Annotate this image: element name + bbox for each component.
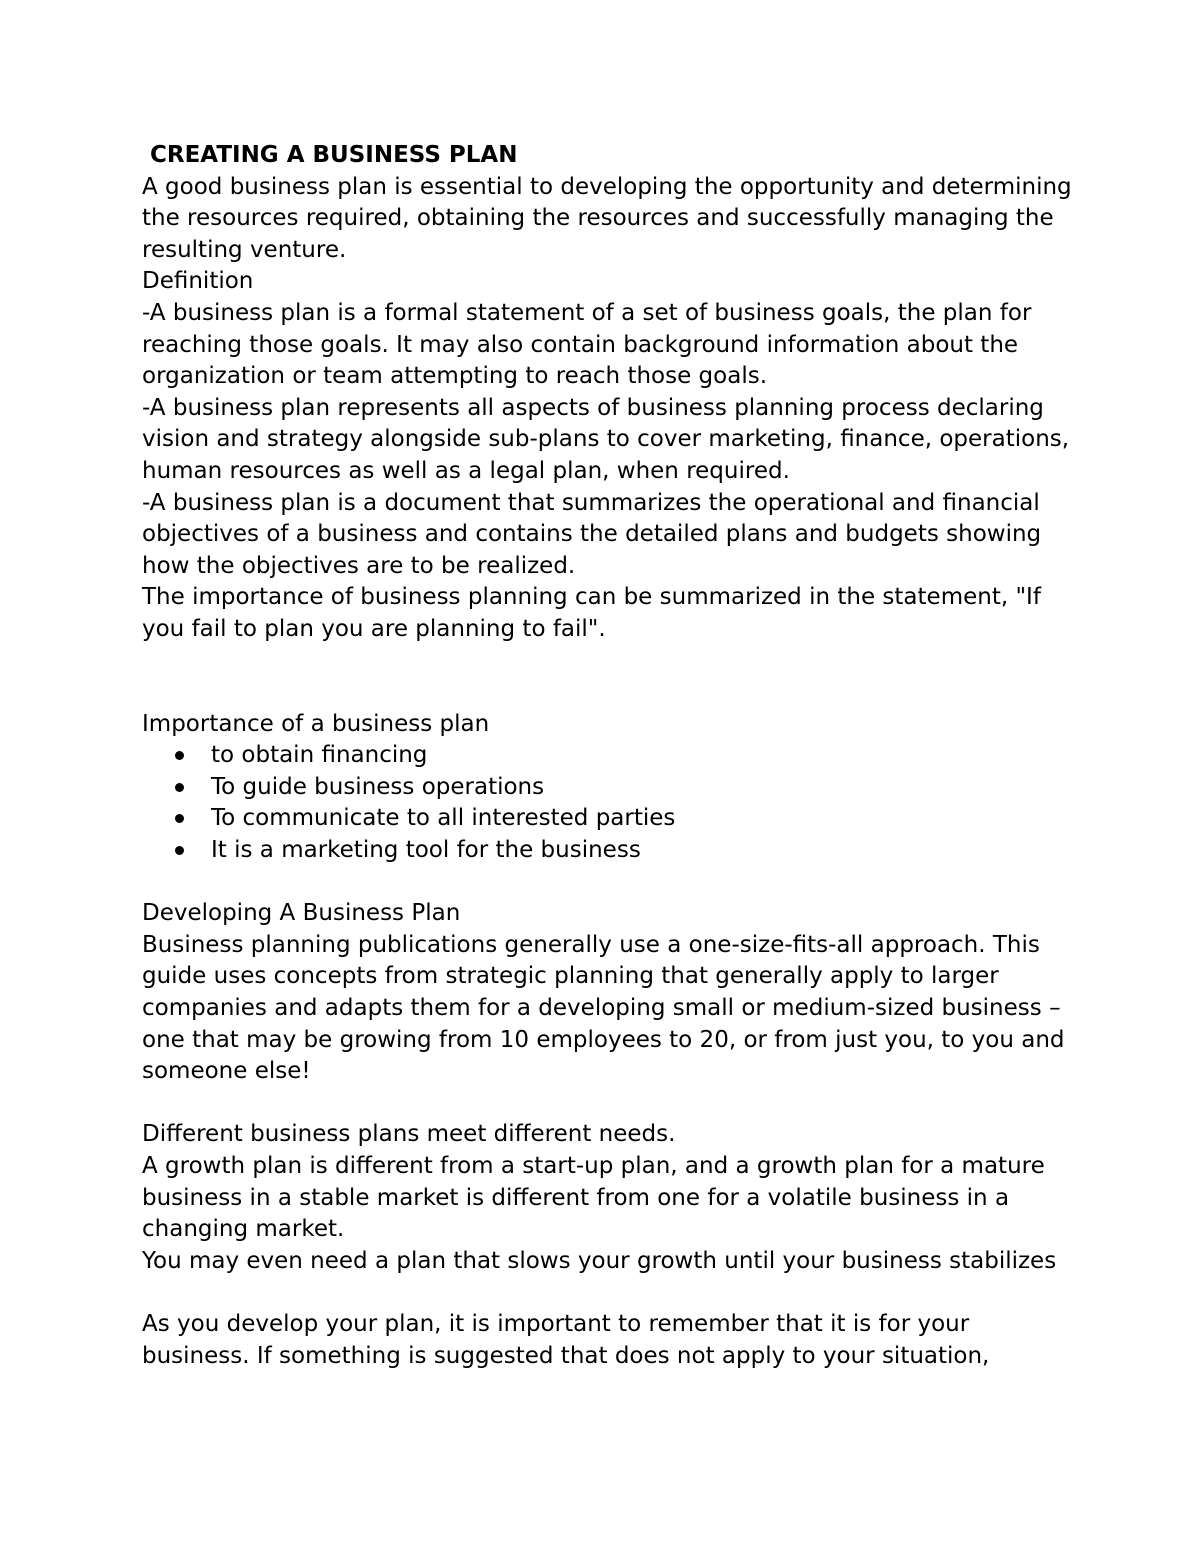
bullet-icon (175, 846, 184, 855)
list-item (142, 835, 1082, 867)
bullet-icon (175, 814, 184, 823)
blank-space (142, 646, 1082, 709)
document-page (142, 140, 1082, 1372)
developing-heading: Developing A Business Plan (142, 900, 461, 927)
closing-paragraph: As you develop your plan, it is important to remember that it is for your business. If something is suggested that does not apply to your situation, (142, 1310, 990, 1369)
growth-paragraph: A growth plan is different from a start-up plan, and a growth plan for a mature business in a stable market is different from one for a volatile business in a changing market. (142, 1153, 1045, 1243)
list-item-text: to obtain financing (211, 742, 428, 769)
document-title: CREATING A BUSINESS PLAN (150, 142, 518, 168)
blank-space (142, 1088, 1082, 1120)
importance-list (142, 740, 1082, 866)
blank-space (142, 1277, 1082, 1309)
definition-paragraph: -A business plan is a document that summarizes the operational and financial objectives of a business and contains the detailed plans and budgets showing how the objectives are to be realized. (142, 489, 1042, 579)
definition-heading: Definition (142, 268, 254, 295)
bullet-icon (175, 751, 184, 760)
blank-space (142, 867, 1082, 899)
definition-paragraph: -A business plan represents all aspects of business planning process declaring vision and strategy alongside sub-plans to cover marketing, finance, operations, human resources as well as a legal plan, when required. (142, 394, 1070, 484)
list-item-text: To guide business operations (211, 773, 545, 800)
list-item-text: It is a marketing tool for the business (211, 837, 641, 864)
list-item (142, 772, 1082, 804)
importance-heading: Importance of a business plan (142, 710, 490, 737)
definition-paragraph: -A business plan is a formal statement of a set of business goals, the plan for reaching those goals. It may also contain background information about the organization or team attempting to reach those goals. (142, 299, 1032, 390)
list-item-text: To communicate to all interested parties (211, 805, 676, 832)
importance-statement: The importance of business planning can be summarized in the statement, "If you fail to plan you are planning to fail". (142, 584, 1041, 642)
slow-growth-paragraph: You may even need a plan that slows your growth until your business stabilizes (142, 1247, 1057, 1274)
different-plans-heading: Different business plans meet different needs. (142, 1121, 676, 1148)
developing-paragraph: Business planning publications generally use a one-size-fits-all approach. This guide uses concepts from strategic planning that generally apply to larger companies and adapts them for a developing small or medium-sized business – one that may be growing from 10 employees to 20, or from just you, to you and someone else! (142, 931, 1065, 1085)
bullet-icon (175, 783, 184, 792)
list-item (142, 803, 1082, 835)
list-item (142, 740, 1082, 772)
intro-paragraph: A good business plan is essential to developing the opportunity and determining the resources required, obtaining the resources and successfully managing the resulting venture. (142, 173, 1072, 263)
